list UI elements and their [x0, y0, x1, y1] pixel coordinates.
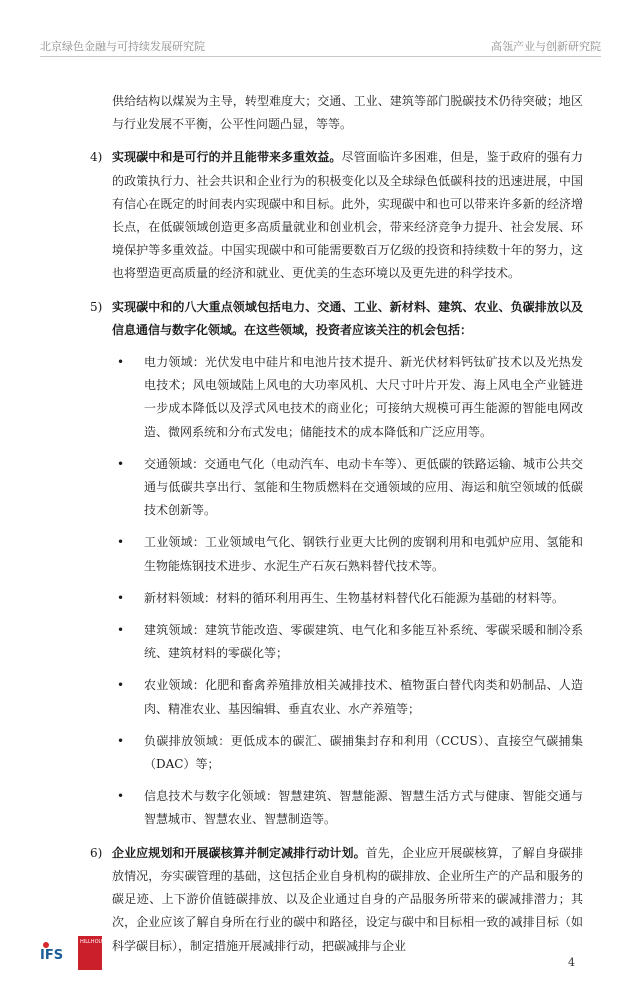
- bullet-dot-icon: •: [117, 733, 125, 748]
- bullet-new-materials: [62, 587, 583, 610]
- bullet-dot-icon: •: [117, 678, 125, 693]
- item-6: [62, 842, 583, 958]
- item-4: [62, 146, 583, 285]
- ifs-logo: [40, 942, 72, 970]
- bullet-negative-emissions: [62, 730, 583, 776]
- page-header: [40, 34, 601, 56]
- item-4-number: 4): [90, 150, 103, 165]
- item-5-bullet-list: [62, 351, 583, 832]
- item-6-heading: 企业应规划和开展碳核算并制定减排行动计划。: [112, 845, 366, 860]
- bullet-dot-icon: •: [117, 623, 125, 638]
- hillhouse-logo-text: HILLHOUSE: [80, 939, 109, 945]
- item-5: [62, 296, 583, 342]
- bullet-dot-icon: •: [117, 535, 125, 550]
- item-4-text: 尽管面临许多困难，但是，鉴于政府的强有力的政策执行力、社会共识和企业行为的积极变化以及全球绿色低碳科技的迅速进展，中国有信心在既定的时间表内实现碳中和目标。此外，实现碳中和也可以带来许多新的经济增长点，在低碳领域创造更多高质量就业和创业机会，带来经济竞争力提升、社会发展、环境保护等多重效益。中国实现碳中和可能需要数百万亿级的投资和持续数十年的努力，这也将塑造更高质量的经济和就业、更优美的生态环境以及更先进的科学技术。: [112, 150, 583, 281]
- item-5-number: 5): [90, 299, 103, 314]
- bullet-text: 工业领域：工业领域电气化、钢铁行业更大比例的废钢利用和电弧炉应用、氢能和生物能炼钢技术进步、水泥生产石灰石熟料替代技术等。: [144, 535, 583, 573]
- bullet-text: 建筑领域：建筑节能改造、零碳建筑、电气化和多能互补系统、零碳采暖和制冷系统、建筑材料的零碳化等；: [144, 623, 583, 661]
- page-number: 4: [568, 956, 575, 969]
- bullet-dot-icon: •: [117, 456, 125, 471]
- bullet-dot-icon: •: [117, 590, 125, 605]
- intro-paragraph: 供给结构以煤炭为主导，转型难度大；交通、工业、建筑等部门脱碳技术仍待突破；地区与行业发展不平衡，公平性问题凸显，等等。: [112, 94, 583, 132]
- header-rule: [40, 56, 601, 57]
- bullet-text: 电力领域：光伏发电中硅片和电池片技术提升、新光伏材料钙钛矿技术以及光热发电技术；风电领域陆上风电的大功率风机、大尺寸叶片开发、海上风电全产业链进一步成本降低以及浮式风电技术的商业化；可接纳大规模可再生能源的智能电网改造、微网系统和分布式发电；储能技术的成本降低和广泛应用等。: [144, 355, 583, 439]
- bullet-dot-icon: •: [117, 355, 125, 370]
- bullet-text: 交通领域：交通电气化（电动汽车、电动卡车等）、更低碳的铁路运输、城市公共交通与低碳共享出行、氢能和生物质燃料在交通领域的应用、海运和航空领域的低碳技术创新等。: [144, 456, 583, 518]
- bullet-text: 信息技术与数字化领域：智慧建筑、智慧能源、智慧生活方式与健康、智能交通与智慧城市、智慧农业、智慧制造等。: [144, 789, 583, 827]
- item-6-number: 6): [90, 845, 103, 860]
- bullet-agriculture: [62, 674, 583, 720]
- bullet-industry: [62, 531, 583, 577]
- item-5-heading: 实现碳中和的八大重点领域包括电力、交通、工业、新材料、建筑、农业、负碳排放以及信息通信与数字化领域。在这些领域，投资者应该关注的机会包括：: [112, 299, 583, 337]
- bullet-digital: [62, 785, 583, 831]
- bullet-text: 新材料领域：材料的循环利用再生、生物基材料替代化石能源为基础的材料等。: [144, 590, 565, 605]
- bullet-text: 农业领域：化肥和畜禽养殖排放相关减排技术、植物蛋白替代肉类和奶制品、人造肉、精准农业、基因编辑、垂直农业、水产养殖等；: [144, 678, 583, 716]
- bullet-buildings: [62, 619, 583, 665]
- ifs-logo-text: IFS: [40, 948, 64, 963]
- hillhouse-logo: [78, 936, 109, 970]
- header-left-org: 北京绿色金融与可持续发展研究院: [40, 40, 205, 53]
- item-6-text: 首先，企业应开展碳核算，了解自身碳排放情况，夯实碳管理的基础，这包括企业自身机构的碳排放、企业所生产的产品和服务的碳足迹、上下游价值链碳排放、以及企业通过自身的产品服务所带来的碳减排潜力；其次，企业应该了解自身所在行业的碳中和路径，设定与碳中和目标相一致的减排目标（如科学碳目标），制定措施开展减排行动，把碳减排与企业: [112, 845, 583, 953]
- bullet-dot-icon: •: [117, 789, 125, 804]
- bullet-text: 负碳排放领域：更低成本的碳汇、碳捕集封存和利用（CCUS）、直接空气碳捕集（DAC）等；: [144, 733, 583, 772]
- bullet-power: [62, 351, 583, 444]
- bullet-transport: [62, 453, 583, 523]
- item-4-heading: 实现碳中和是可行的并且能带来多重效益。: [112, 150, 342, 165]
- header-right-org: 高瓴产业与创新研究院: [491, 40, 601, 53]
- page-content: [62, 90, 583, 958]
